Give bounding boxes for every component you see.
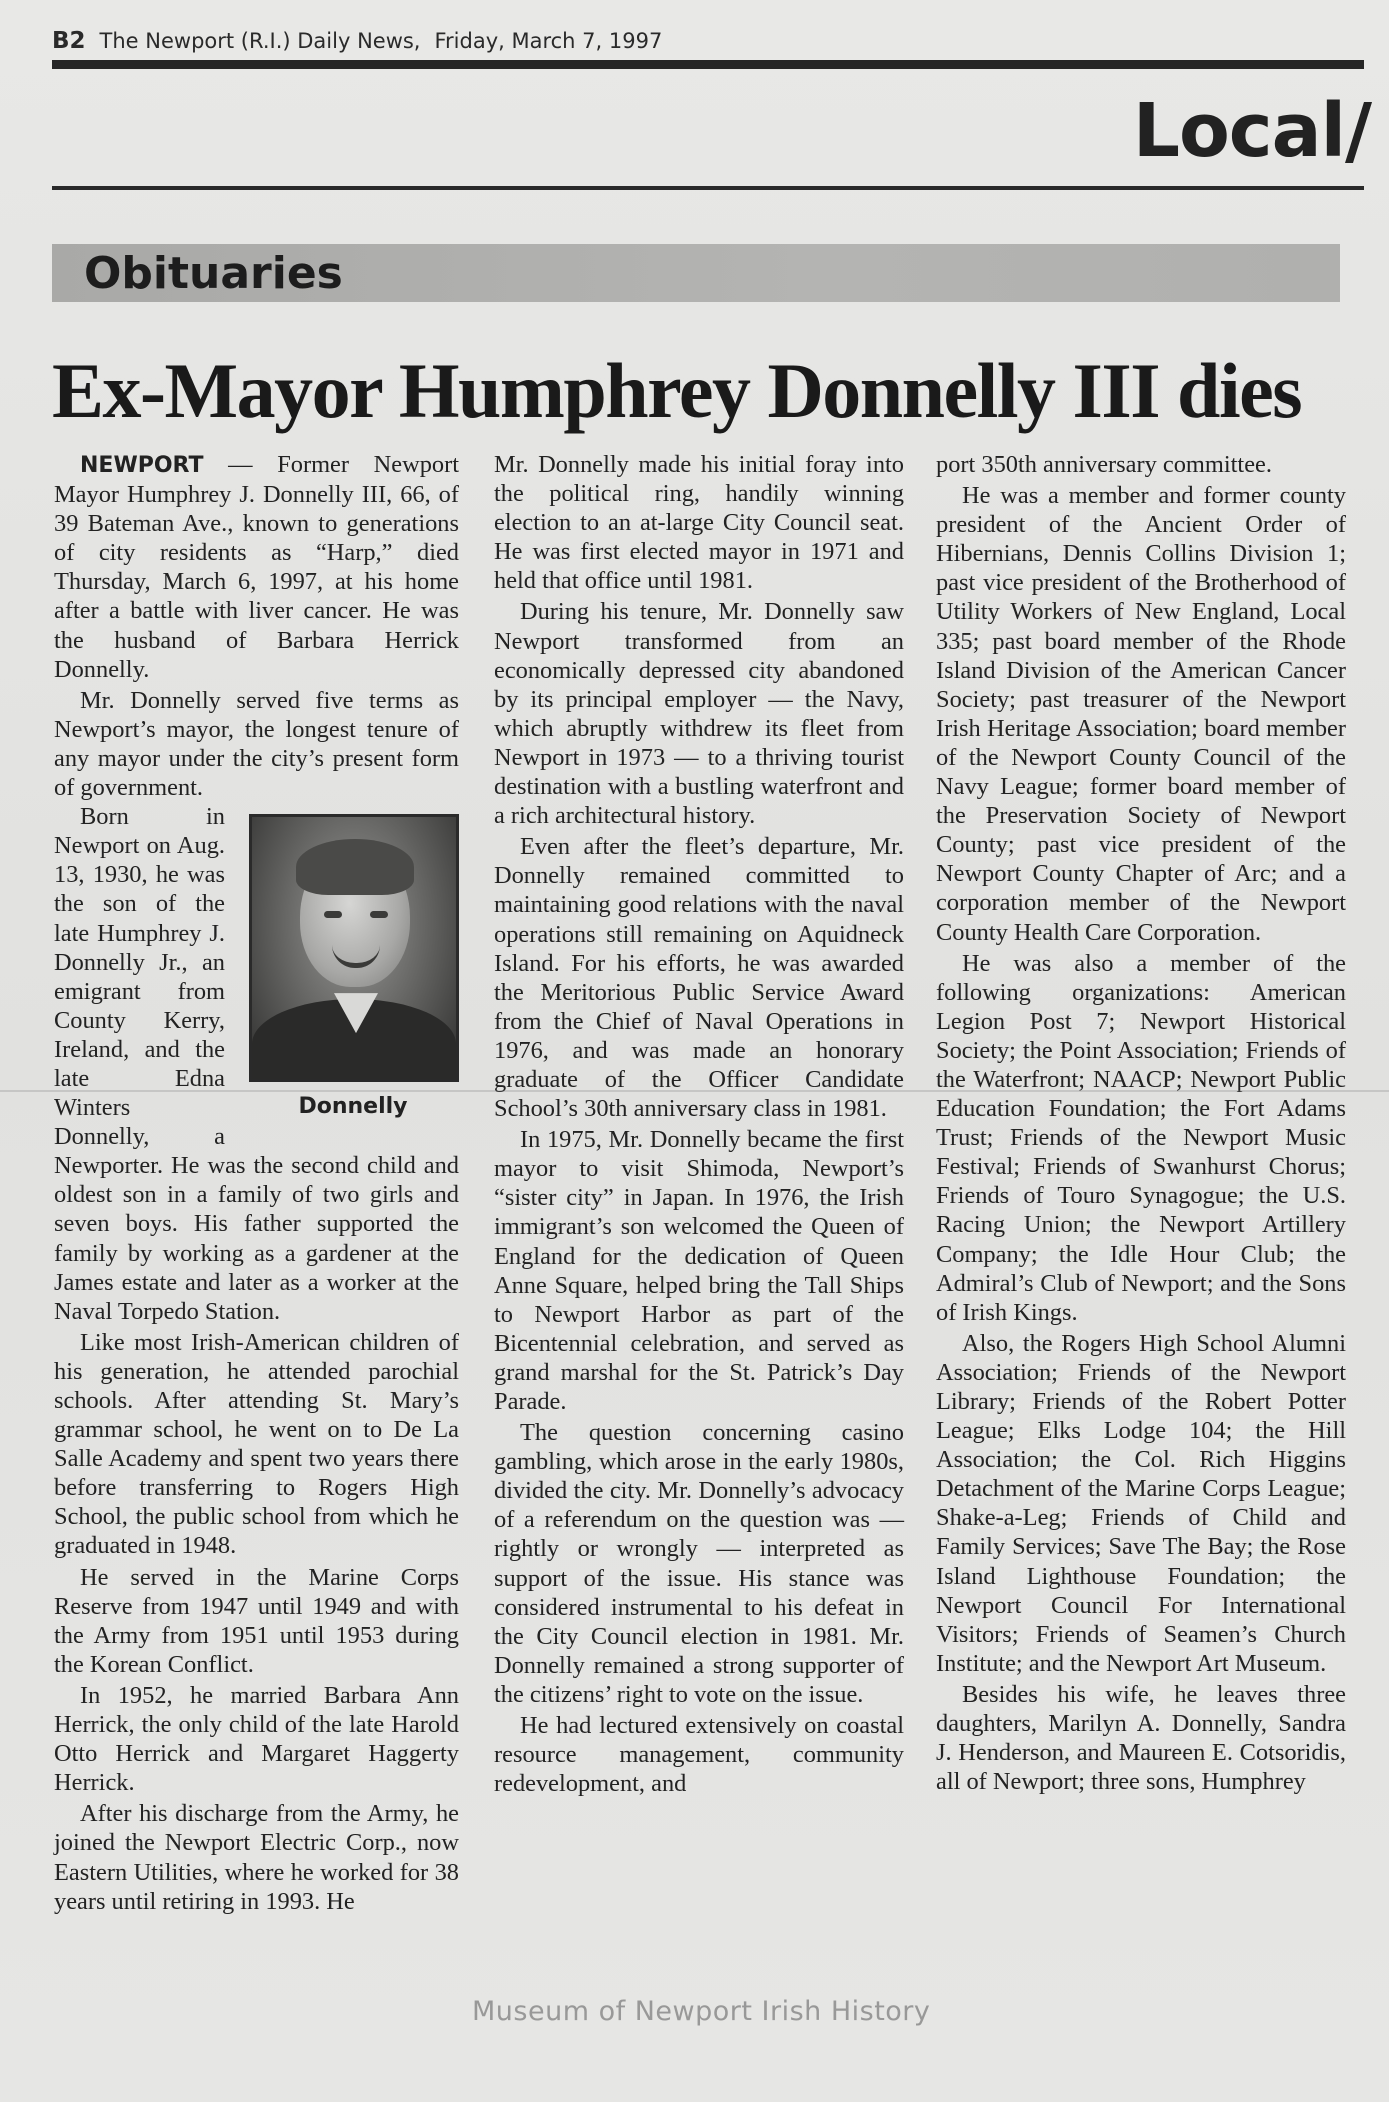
article-column-1: [54, 450, 459, 1918]
paragraph: Even after the fleet’s departure, Mr. Donnelly remained committed to maintaining good relations with the naval operations still remaining on Aquidneck Island. For his efforts, he was awarded the Meritorious Public Service Award from the Chief of Naval Operations in 1976, and was made an honorary graduate of the Officer Candidate School’s 30th anniversary class in 1981.: [494, 833, 904, 1123]
paragraph: After his discharge from the Army, he joined the Newport Electric Corp., now Eastern Utilities, where he worked for 38 years until retiring in 1993. He: [54, 1800, 459, 1915]
obituaries-label: Obituaries: [84, 248, 343, 299]
paragraph: Also, the Rogers High School Alumni Association; Friends of the Newport Library; Friends of the Robert Potter League; Elks Lodge 104; the Hill Association; the Col. Rich Higgins Detachment of the Marine Corps League; Shake-a-Leg; Friends of Child and Family Services; Save The Bay; the Rose Island Lighthouse Foundation; the Newport Council For International Visitors; Friends of Seamen’s Church Institute; and the Newport Art Museum.: [936, 1329, 1346, 1677]
section-heading: Local/: [1132, 88, 1371, 174]
paragraph: Mr. Donnelly served five terms as Newport’s mayor, the longest tenure of any mayor under the city’s present form of government.: [54, 686, 459, 802]
photo-block: [247, 814, 459, 1121]
paragraph: Mr. Donnelly made his initial foray into the political ring, handily winning election to an at-large City Council seat. He was first elected mayor in 1971 and held that office until 1981.: [494, 451, 904, 595]
paragraph: NEWPORT — Former Newport Mayor Humphrey J. Donnelly III, 66, of 39 Bateman Ave., known to generations of city residents as “Harp,” died Thursday, March 6, 1997, at his home after a battle with liver cancer. He was the husband of Barbara Herrick Donnelly.: [54, 451, 459, 683]
paragraph: port 350th anniversary committee.: [936, 451, 1272, 478]
paragraph: Like most Irish-American children of his generation, he attended parochial schools. After attending St. Mary’s grammar school, he went on to De La Salle Academy and spent two years there before transferring to Rogers High School, the public school from which he graduated in 1948.: [54, 1328, 459, 1560]
page-folio: [52, 24, 1362, 58]
paragraph: Besides his wife, he leaves three daughters, Marilyn A. Donnelly, Sandra J. Henderson, and Maureen E. Cotsoridis, all of Newport; three sons, Humphrey: [936, 1680, 1346, 1796]
article-column-3: [936, 450, 1346, 1798]
paragraph: He was also a member of the following organizations: American Legion Post 7; Newport Historical Society; the Point Association; Friends of the Waterfront; NAACP; Newport Public Education Foundation; the Fort Adams Trust; Friends of the Newport Music Festival; Friends of Swanhurst Chorus; Friends of Touro Synagogue; the U.S. Racing Union; the Newport Artillery Company; the Idle Hour Club; the Admiral’s Club of Newport; and the Sons of Irish Kings.: [936, 949, 1346, 1326]
paragraph: Born in Newport on Aug. 13, 1930, he was the son of the late Humphrey J. Donnelly Jr., an emigrant from County Kerry, Ireland, and the late Edna Winters Donnelly, a Newporter. He was the second child and oldest son in a family of two girls and seven boys. His father supported the family by working as a gardener at the James estate and later as a worker at the Naval Torpedo Station.: [54, 803, 459, 1325]
paragraph: He served in the Marine Corps Reserve from 1947 until 1949 and with the Army from 1951 until 1953 during the Korean Conflict.: [54, 1563, 459, 1678]
paper-name: The Newport (R.I.) Daily News,: [99, 29, 421, 53]
paragraph: The question concerning casino gambling, which arose in the early 1980s, divided the city. Mr. Donnelly’s advocacy of a referendum on the question was — rightly or wrongly — interpreted as support of the issue. His stance was considered instrumental to his defeat in the City Council election in 1981. Mr. Donnelly remained a strong supporter of the citizens’ right to vote on the issue.: [494, 1419, 904, 1708]
issue-date: Friday, March 7, 1997: [434, 29, 663, 53]
paper-fold: [0, 1090, 1389, 1092]
archive-watermark: Museum of Newport Irish History: [472, 1996, 931, 2027]
paragraph: During his tenure, Mr. Donnelly saw Newport transformed from an economically depressed city abandoned by its principal employer — the Navy, which abruptly withdrew its fleet from Newport in 1973 — to a thriving tourist destination with a bustling waterfront and a rich architectural history.: [494, 598, 904, 830]
paragraph: In 1952, he married Barbara Ann Herrick, the only child of the late Harold Otto Herrick and Margaret Haggerty Herrick.: [54, 1681, 459, 1797]
article-headline: Ex-Mayor Humphrey Donnelly III dies: [52, 347, 1302, 434]
section-rule: [52, 186, 1364, 190]
paragraph: He was a member and former county president of the Ancient Order of Hibernians, Dennis Collins Division 1; past vice president of the Brotherhood of Utility Workers of New England, Local 335; past board member of the Rhode Island Division of the American Cancer Society; past treasurer of the Newport Irish Heritage Association; board member of the Newport County Council of the Navy League; former board member of the Preservation Society of Newport County; past vice president of the Newport County Chapter of Arc; and a corporation member of the Newport County Health Care Corporation.: [936, 482, 1346, 946]
folio-rule: [52, 60, 1364, 69]
dateline: NEWPORT: [80, 453, 204, 478]
paragraph: He had lectured extensively on coastal resource management, community redevelopment, and: [494, 1712, 904, 1798]
page-number: B2: [52, 28, 86, 54]
portrait-photo: [249, 814, 459, 1082]
photo-caption: Donnelly: [298, 1094, 408, 1120]
paragraph: In 1975, Mr. Donnelly became the first mayor to visit Shimoda, Newport’s “sister city” in Japan. In 1976, the Irish immigrant’s son welcomed the Queen of England for the dedication of Queen Anne Square, helped bring the Tall Ships to Newport Harbor as part of the Bicentennial celebration, and served as grand marshal for the St. Patrick’s Day Parade.: [494, 1126, 904, 1415]
article-column-2: [494, 450, 904, 1800]
